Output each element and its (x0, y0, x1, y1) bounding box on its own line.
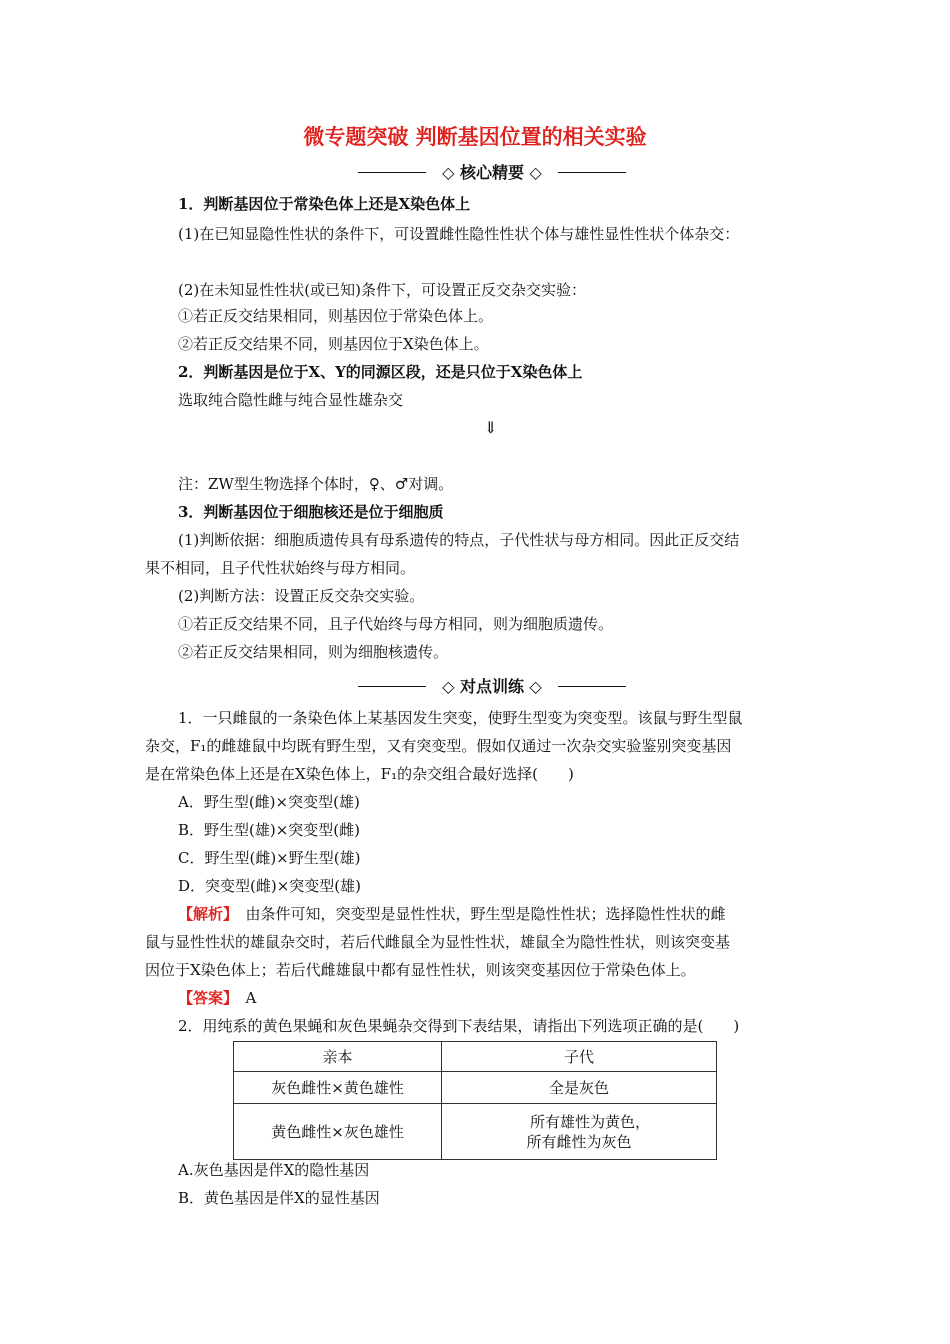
divider (358, 172, 426, 173)
table-cell-line: 所有雄性为黄色， (529, 1112, 650, 1131)
option-b: B．黄色基因是伴X的显性基因 (178, 1189, 380, 1207)
down-arrow-icon: ⇓ (484, 418, 498, 437)
paragraph: (2)在未知显性性状(或已知)条件下，可设置正反交杂交实验： (178, 281, 586, 299)
table-cell-line: 所有雌性为灰色 (526, 1132, 632, 1151)
paragraph: ②若正反交结果相同，则为细胞核遗传。 (178, 643, 449, 661)
table-row (234, 1104, 717, 1160)
paragraph: 选取纯合隐性雌与纯合显性雄杂交 (178, 391, 404, 409)
paragraph: ②若正反交结果不同，则基因位于X染色体上。 (178, 335, 489, 353)
table-cell (442, 1104, 717, 1160)
table-header: 亲本 (234, 1042, 442, 1072)
point-1-heading: 1．判断基因位于常染色体上还是X染色体上 (178, 195, 471, 213)
divider (558, 172, 626, 173)
paragraph: (1)在已知显隐性性状的条件下，可设置雌性隐性性状个体与雄性显性性状个体杂交： (178, 225, 740, 243)
table-row (234, 1072, 717, 1104)
section-title: ◇ 核心精要 ◇ (442, 163, 542, 182)
analysis (178, 904, 726, 924)
analysis-tag: 【解析】 (178, 905, 231, 923)
option-a: A．野生型(雌)×突变型(雄) (178, 793, 360, 811)
question-1: 1．一只雌鼠的一条染色体上某基因发生突变，使野生型变为突变型。该鼠与野生型鼠 (178, 709, 743, 727)
option-d: D．突变型(雌)×突变型(雄) (178, 877, 362, 895)
paragraph: ①若正反交结果相同，则基因位于常染色体上。 (178, 307, 494, 325)
option-b: B．野生型(雄)×突变型(雌) (178, 821, 361, 839)
page-title: 微专题突破 判断基因位置的相关实验 (303, 125, 647, 149)
option-a: A.灰色基因是伴X的隐性基因 (178, 1161, 370, 1179)
section-header-practice (358, 674, 626, 700)
section-header-core (358, 160, 626, 186)
note: 注：ZW型生物选择个体时，♀、♂对调。 (178, 475, 454, 493)
question-1: 杂交，F₁的雌雄鼠中均既有野生型，又有突变型。假如仅通过一次杂交实验鉴别突变基因 (145, 737, 732, 755)
table-cell: 全是灰色 (442, 1072, 717, 1104)
table-cell: 黄色雌性×灰色雄性 (234, 1104, 442, 1160)
option-c: C．野生型(雌)×野生型(雄) (178, 849, 361, 867)
table-header: 子代 (442, 1042, 717, 1072)
question-1: 是在常染色体上还是在X染色体上，F₁的杂交组合最好选择( ) (145, 765, 574, 783)
point-2-heading: 2．判断基因是位于X、Y的同源区段，还是只位于X染色体上 (178, 363, 583, 381)
answer-tag: 【答案】 (178, 989, 231, 1007)
answer (178, 988, 256, 1008)
table-cell: 灰色雌性×黄色雄性 (234, 1072, 442, 1104)
analysis-text: 鼠与显性性状的雄鼠杂交时，若后代雌鼠全为显性性状，雄鼠全为隐性性状，则该突变基 (145, 933, 731, 951)
paragraph: ①若正反交结果不同，且子代始终与母方相同，则为细胞质遗传。 (178, 615, 614, 633)
answer-value: A (230, 989, 257, 1007)
result-table (233, 1041, 717, 1160)
paragraph: (1)判断依据：细胞质遗传具有母系遗传的特点，子代性状与母方相同。因此正反交结 (178, 531, 740, 549)
point-3-heading: 3．判断基因位于细胞核还是位于细胞质 (178, 503, 444, 521)
divider (358, 686, 426, 687)
paragraph: (2)判断方法：设置正反交杂交实验。 (178, 587, 425, 605)
question-2: 2．用纯系的黄色果蝇和灰色果蝇杂交得到下表结果，请指出下列选项正确的是( ) (178, 1017, 740, 1035)
analysis-text: 由条件可知，突变型是显性性状，野生型是隐性性状；选择隐性性状的雌 (230, 905, 726, 923)
divider (558, 686, 626, 687)
table-header-row (234, 1042, 717, 1072)
analysis-text: 因位于X染色体上；若后代雌雄鼠中都有显性性状，则该突变基因位于常染色体上。 (145, 961, 696, 979)
section-title: ◇ 对点训练 ◇ (442, 677, 542, 696)
paragraph: 果不相同，且子代性状始终与母方相同。 (145, 559, 416, 577)
